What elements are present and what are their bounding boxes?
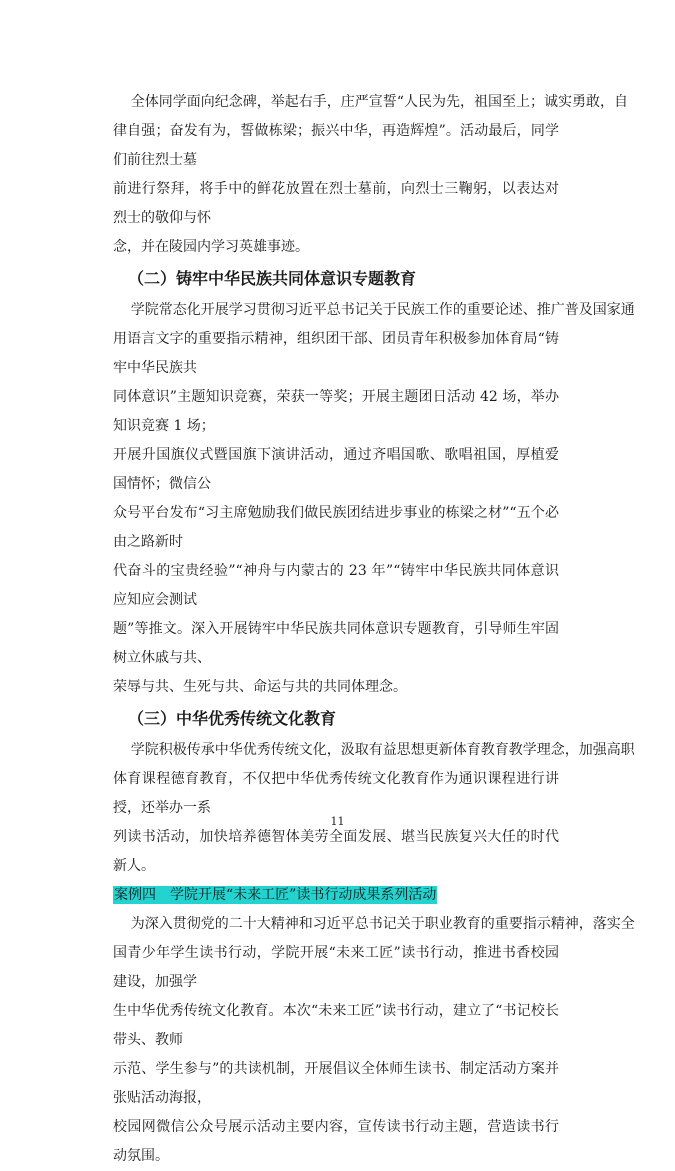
section-heading-3: （三）中华优秀传统文化教育 bbox=[128, 709, 337, 728]
text-line: 校园网微信公众号展示活动主要内容，宣传读书行动主题，营造读书行动氛围。 bbox=[113, 1119, 559, 1164]
text-line: 开展升国旗仪式暨国旗下演讲活动，通过齐唱国歌、歌唱祖国，厚植爱国情怀；微信公 bbox=[113, 447, 559, 492]
paragraph-reading-campaign bbox=[113, 910, 635, 1171]
text-line: 体育课程德育教育，不仅把中华优秀传统文化教育作为通识课程进行讲授，还举办一系 bbox=[113, 771, 559, 816]
text-line: 列读书活动，加快培养德智体美劳全面发展、堪当民族复兴大任的时代新人。 bbox=[113, 829, 559, 874]
page-content bbox=[113, 88, 635, 1171]
case-title-line bbox=[113, 881, 559, 910]
text-line: 学院积极传承中华优秀传统文化，汲取有益思想更新体育教育教学理念，加强高职 bbox=[113, 742, 635, 758]
text-line: 为深入贯彻党的二十大精神和习近平总书记关于职业教育的重要指示精神，落实全 bbox=[113, 916, 635, 932]
text-line: 前进行祭拜，将手中的鲜花放置在烈士墓前，向烈士三鞠躬，以表达对烈士的敬仰与怀 bbox=[113, 181, 559, 226]
paragraph-ethnic-unity bbox=[113, 296, 635, 702]
text-line: 众号平台发布“习主席勉励我们做民族团结进步事业的栋梁之材”“五个必由之路新时 bbox=[113, 505, 559, 550]
paragraph-memorial bbox=[113, 88, 628, 262]
text-line: 示范、学生参与”的共读机制，开展倡议全体师生读书、制定活动方案并张贴活动海报， bbox=[113, 1061, 559, 1106]
text-line: 用语言文字的重要指示精神，组织团干部、团员青年积极参加体育局“铸牢中华民族共 bbox=[113, 331, 559, 376]
page-number: 11 bbox=[330, 815, 345, 828]
text-line: 同体意识”主题知识竞赛，荣获一等奖；开展主题团日活动 42 场，举办知识竞赛 1 场； bbox=[113, 389, 559, 434]
text-line: 律自强；奋发有为，誓做栋梁；振兴中华，再造辉煌”。活动最后，同学们前往烈士墓 bbox=[113, 123, 559, 168]
text-line: 代奋斗的宝贵经验”“神舟与内蒙古的 23 年”“铸牢中华民族共同体意识应知应会测试 bbox=[113, 563, 559, 608]
text-line: 题”等推文。深入开展铸牢中华民族共同体意识专题教育，引导师生牢固树立休戚与共、 bbox=[113, 621, 559, 666]
text-line: 国青少年学生读书行动，学院开展“未来工匠”读书行动，推进书香校园建设，加强学 bbox=[113, 945, 559, 990]
text-line: 生中华优秀传统文化教育。本次“未来工匠”读书行动，建立了“书记校长带头、教师 bbox=[113, 1003, 559, 1048]
section-heading-2: （二）铸牢中华民族共同体意识专题教育 bbox=[128, 269, 417, 288]
paragraph-traditional-culture bbox=[113, 736, 635, 881]
text-line: 全体同学面向纪念碑，举起右手，庄严宣誓“人民为先，祖国至上；诚实勇敢，自 bbox=[113, 94, 628, 110]
text-line: 荣辱与共、生死与共、命运与共的共同体理念。 bbox=[113, 679, 407, 695]
text-line: 学院常态化开展学习贯彻习近平总书记关于民族工作的重要论述、推广普及国家通 bbox=[113, 302, 635, 318]
case-title-highlight: 案例四 学院开展“未来工匠”读书行动成果系列活动 bbox=[114, 887, 437, 903]
text-line: 念，并在陵园内学习英雄事迹。 bbox=[113, 239, 309, 255]
